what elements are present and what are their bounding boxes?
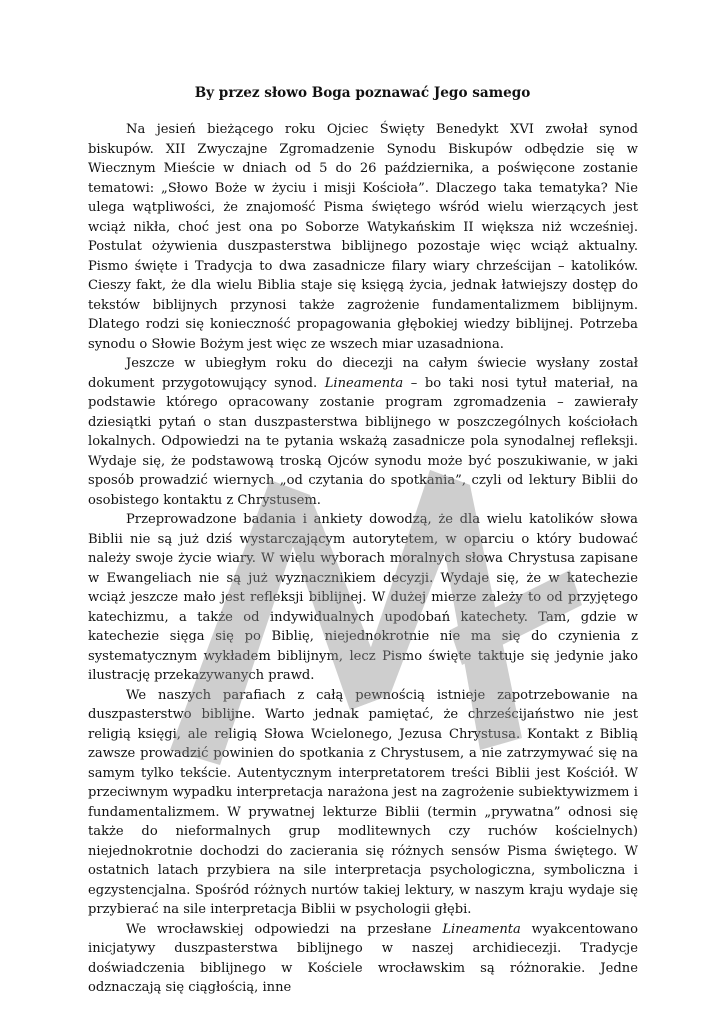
paragraph — [88, 510, 638, 686]
paragraph — [88, 920, 638, 998]
text-run: – bo taki nosi tytuł materiał, na podstawie którego opracowany zostanie program zgromadzenia – zawierały dziesiątki pytań o stan duszpasterstwa biblijnego w poszczególnych kościołach lokalnych. Odpowiedzi na te pytania wskażą zasadnicze pola synodalnej refleksji. Wydaje się, że podstawową troską Ojców synodu może być poszukiwanie, w jaki sposób prowadzić wiernych „od czytania do spotkania”, czyli od lektury Biblii do osobistego kontaktu z Chrystusem. — [88, 375, 638, 508]
text-run: Przeprowadzone badania i ankiety dowodzą, że dla wielu katolików słowa Biblii nie są już dziś wystarczającym autorytetem, w oparciu o który budować należy swoje życie wiary. W wielu wyborach moralnych słowa Chrystusa zapisane w Ewangeliach nie są już wyznacznikiem decyzji. Wydaje się, że w katechezie wciąż jeszcze mało jest refleksji biblijnej. W dużej mierze zależy to od przyjętego katechizmu, a także od indywidualnych upodobań katechety. Tam, gdzie w katechezie sięga się po Biblię, niejednokrotnie nie ma się do czynienia z systematycznym wykładem biblijnym, lecz Pismo święte taktuje się jedynie jako ilustrację przekazywanych prawd. — [88, 512, 638, 683]
paragraph — [88, 354, 638, 510]
text-run: Na jesień bieżącego roku Ojciec Święty Benedykt XVI zwołał synod biskupów. XII Zwyczajne Zgromadzenie Synodu Biskupów odbędzie się w Wiecznym Mieście w dniach od 5 do 26 października, a poświęcone zostanie tematowi: „Słowo Boże w życiu i misji Kościoła”. Dlaczego taka tematyka? Nie ulega wątpliwości, że znajomość Pisma świętego wśród wielu wierzących jest wciąż nikła, choć jest ona po Soborze Watykańskim II większa niż wcześniej. Postulat ożywienia duszpasterstwa biblijnego pozostaje więc wciąż aktualny. Pismo święte i Tradycja to dwa zasadnicze filary wiary chrześcijan – katolików. Cieszy fakt, że dla wielu Biblia staje się księgą życia, jednak łatwiejszy dostęp do tekstów biblijnych przynosi także zagrożenie fundamentalizmem biblijnym. Dlatego rodzi się konieczność propagowania głębokiej wiedzy biblijnej. Potrzeba synodu o Słowie Bożym jest więc ze wszech miar uzasadniona. — [88, 122, 638, 352]
document-title: By przez słowo Boga poznawać Jego samego — [194, 85, 531, 101]
text-run: We naszych parafiach z całą pewnością istnieje zapotrzebowanie na duszpasterstwo biblijne. Warto jednak pamiętać, że chrześcijaństwo nie jest religią księgi, ale religią Słowa Wcielonego, Jezusa Chrystusa. Kontakt z Biblią zawsze prowadzić powinien do spotkania z Chrystusem, a nie zatrzymywać się na samym tylko tekście. Autentycznym interpretatorem treści Biblii jest Kościół. W przeciwnym wypadku interpretacja narażona jest na zagrożenie subiektywizmem i fundamentalizmem. W prywatnej lekturze Biblii (termin „prywatna” odnosi się także do nieformalnych grup modlitewnych czy ruchów kościelnych) niejednokrotnie dochodzi do zacierania się różnych sensów Pisma świętego. W ostatnich latach przybiera na sile interpretacja psychologiczna, symboliczna i egzystencjalna. Spośród różnych nurtów takiej lektury, w naszym kraju wydaje się przybierać na sile interpretacja Biblii w psychologii głębi. — [88, 687, 638, 917]
italic-text: Lineamenta — [324, 375, 404, 391]
italic-text: Lineamenta — [442, 921, 521, 937]
text-run: We wrocławskiej odpowiedzi na przesłane — [126, 921, 443, 937]
paragraph — [88, 120, 638, 354]
text-run: Jeszcze w ubiegłym roku do diecezji na całym świecie wysłany został dokument przygotowujący synod. — [88, 356, 638, 391]
text-run: wyakcentowano inicjatywy duszpasterstwa biblijnego w naszej archidiecezji. Tradycje doświadczenia biblijnego w Kościele wrocławskim są różnorakie. Jedne odznaczają się ciągłością, inne — [88, 921, 639, 995]
paragraph — [88, 686, 638, 920]
document-body — [88, 120, 638, 998]
